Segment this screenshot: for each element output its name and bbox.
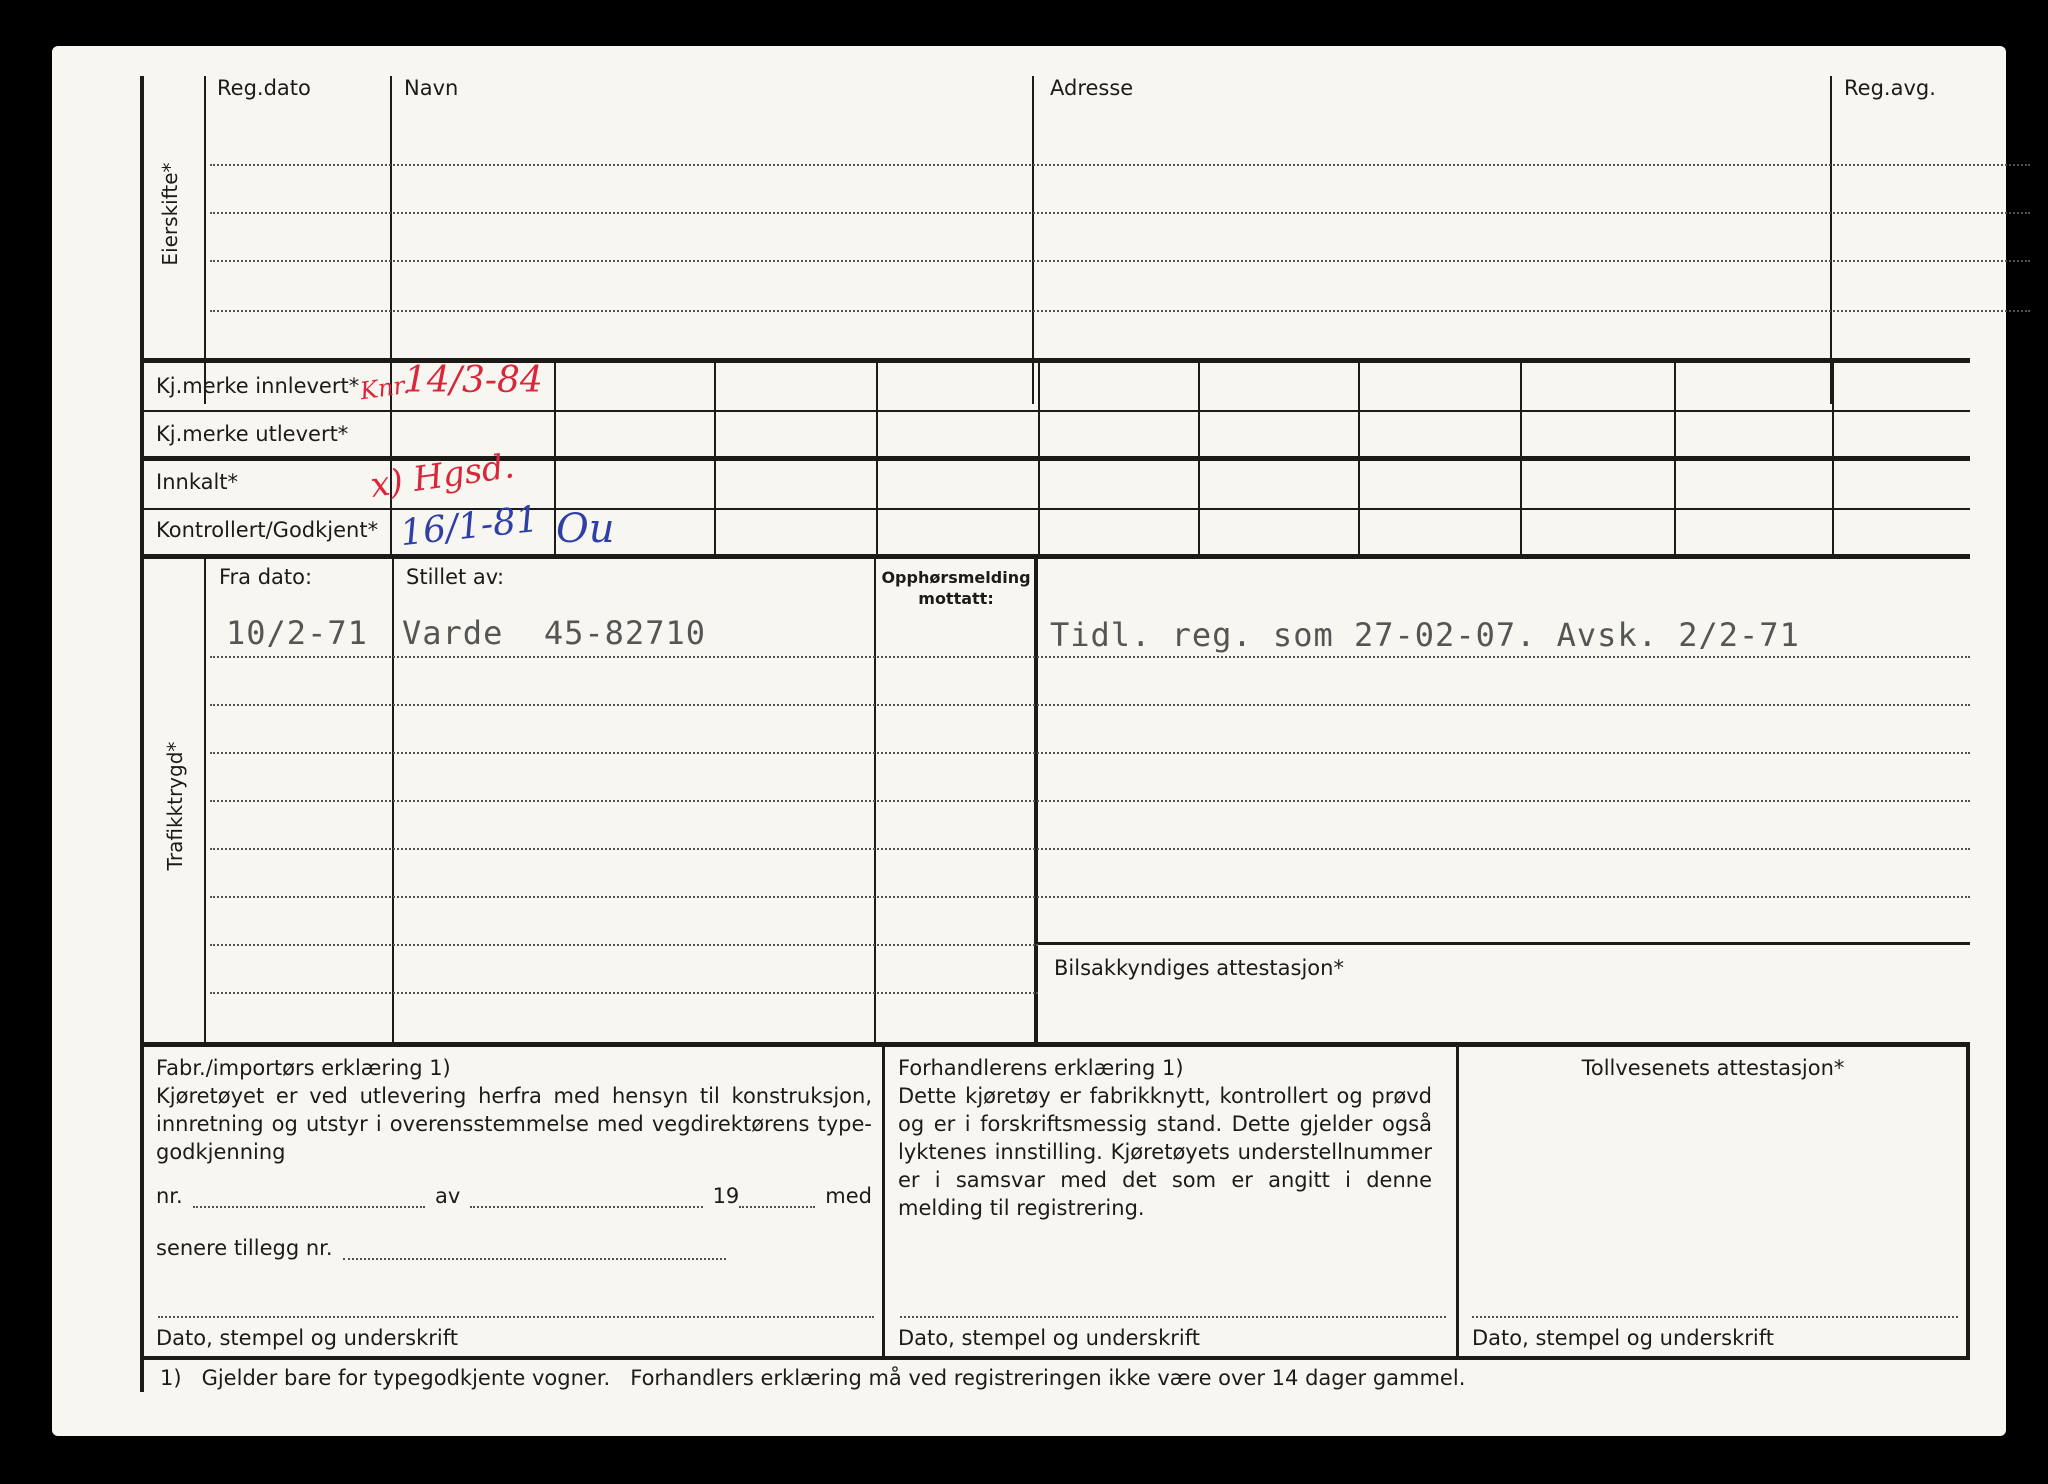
col-adresse: Adresse (1050, 76, 1134, 100)
fabr-av-label: av (434, 1184, 461, 1208)
eierskifte-side-label: Eierskifte* (158, 162, 182, 266)
fabr-med-label: med (825, 1184, 873, 1208)
fabr-senere-label: senere tillegg nr. (156, 1236, 333, 1260)
fabr-body: Kjøretøyet er ved utlevering herfra med hensyn til konstruksjon, innretning og utstyr i overensstemmelse med vegdirektørens type-godkjenning (156, 1084, 872, 1164)
label-opphorsmelding: Opphørsmelding mottatt: (881, 568, 1031, 608)
registration-card (52, 46, 2006, 1436)
bottom-rule (140, 1356, 1970, 1360)
fabr-nr-line (156, 1184, 872, 1208)
label-kontrollert: Kontrollert/Godkjent* (156, 518, 379, 542)
handwritten-kontrollert-sign: Ou (556, 506, 615, 552)
trafikktrygd-side-label: Trafikktrygd* (163, 741, 187, 871)
forhandler-body: Dette kjøretøy er fabrikknytt, kontrollert og prøvd og er i forskriftsmessig stand. Dette gjelder også lyktenes innstilling. Kjøretøyets understellnummer er i samsvar med det som er angitt i denne melding til registrering. (898, 1084, 1432, 1220)
forhandler-title: Forhandlerens erklæring 1) (898, 1056, 1184, 1080)
value-stillet-av: Varde 45-82710 (402, 614, 706, 652)
handwritten-innlevert-prefix: Knr. (358, 370, 412, 406)
handwritten-innkalt-note: x) Hgsd. (367, 446, 517, 506)
handwritten-kontrollert-date: 16/1-81 (398, 498, 541, 555)
col-reg-dato: Reg.dato (217, 76, 311, 100)
label-stillet-av: Stillet av: (406, 565, 505, 589)
toll-signature-label: Dato, stempel og underskrift (1472, 1326, 1774, 1350)
fabr-senere-field[interactable] (343, 1242, 726, 1260)
fabr-senere-line (156, 1236, 736, 1260)
label-fra-dato: Fra dato: (219, 565, 313, 589)
fabr-year-field[interactable] (739, 1190, 815, 1208)
label-bilsakkyndiges: Bilsakkyndiges attestasjon* (1054, 956, 1344, 980)
handwritten-innlevert-date: 14/3-84 (404, 360, 543, 401)
declaration-top-rule (140, 1042, 1970, 1047)
fabr-year-label: 19 (712, 1184, 740, 1208)
value-note: Tidl. reg. som 27-02-07. Avsk. 2/2-71 (1050, 616, 1800, 654)
fabr-nr-label: nr. (156, 1184, 183, 1208)
forhandler-signature-label: Dato, stempel og underskrift (898, 1326, 1200, 1350)
footnote: 1) Gjelder bare for typegodkjente vogner. Forhandlers erklæring må ved registreringen ikke være over 14 dager gammel. (160, 1366, 1466, 1390)
fabr-signature-label: Dato, stempel og underskrift (156, 1326, 458, 1350)
left-border (140, 76, 144, 1392)
fabr-title: Fabr./importørs erklæring 1) (156, 1056, 451, 1080)
label-kjmerke-innlevert: Kj.merke innlevert* (156, 374, 360, 398)
col-navn: Navn (404, 76, 459, 100)
label-kjmerke-utlevert: Kj.merke utlevert* (156, 422, 349, 446)
toll-title: Tollvesenets attestasjon* (1581, 1056, 1845, 1080)
value-fra-dato: 10/2-71 (226, 614, 368, 652)
fabr-nr-field[interactable] (193, 1190, 425, 1208)
label-innkalt: Innkalt* (156, 470, 239, 494)
col-reg-avg: Reg.avg. (1844, 76, 1936, 100)
fabr-av-field[interactable] (470, 1190, 702, 1208)
